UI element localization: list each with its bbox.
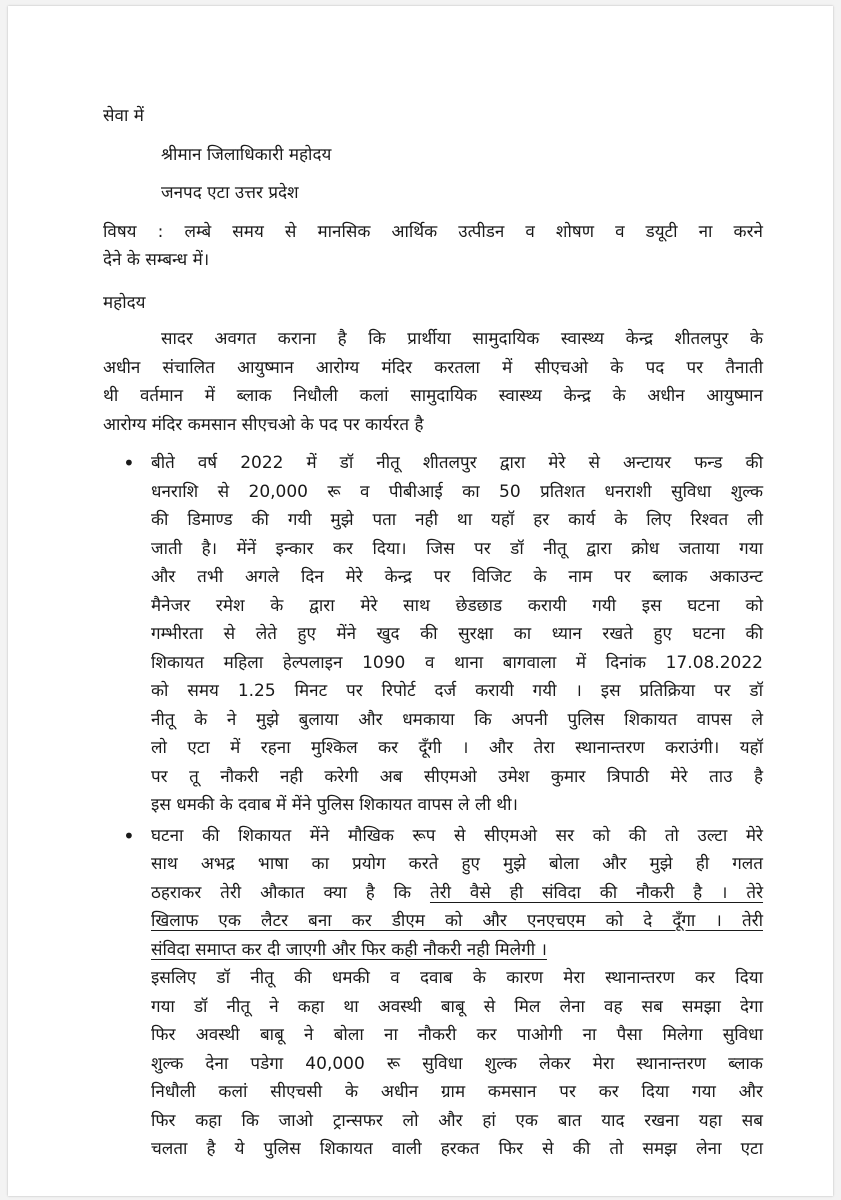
recipient-district: जनपद एटा उत्तर प्रदेश: [161, 183, 299, 203]
bullet-line: फिर अवस्थी बाबू ने बोला ना नौकरी कर पाओगी ना पैसा मिलेगा सुविधा: [151, 1025, 763, 1045]
bullet-line: चलता है ये पुलिस शिकायत वाली हरकत फिर से की तो समझ लेना एटा: [151, 1139, 763, 1159]
bullet-line: इसलिए डॉ नीतू की धमकी व दवाब के कारण मेरा स्थानान्तरण कर दिया: [151, 968, 763, 988]
document-page: [8, 6, 833, 1196]
underlined-quote: तेरी वैसे ही संविदा की नौकरी है । तेरे: [429, 882, 764, 903]
letter-body: [103, 102, 763, 1164]
bullet-line: और तभी अगले दिन मेरे केन्द्र पर विजिट के नाम पर ब्लाक अकाउन्ट: [151, 567, 763, 587]
bullet-line: निधौली कलां सीएचसी के अधीन ग्राम कमसान पर कर दिया गया और: [151, 1082, 763, 1102]
list-item: [151, 822, 763, 1164]
bullet-line: शुल्क देना पडेगा 40,000 रू सुविधा शुल्क लेकर मेरा स्थानान्तरण ब्लाक: [151, 1053, 763, 1074]
bullet-line: लो एटा में रहना मुश्किल कर दूॅंगी । और तेरा स्थानान्तरण कराउंगी। यहॉ: [151, 738, 763, 758]
subject-line: देने के सम्बन्ध में।: [103, 250, 210, 270]
underlined-quote: खिलाफ एक लैटर बना कर डीएम को और एनएचएम को दे दूॅंगा । तेरी: [151, 911, 763, 931]
bullet-line: इस धमकी के दवाब में मेंने पुलिस शिकायत वापस ले ली थी।: [151, 795, 518, 815]
intro-line: अधीन संचालित आयुष्मान आरोग्य मंदिर करतला में सीएचओ के पद पर तैनाती: [103, 357, 763, 378]
bullet-line: की डिमाण्ड की गयी मुझे पता नही था यहॉ हर कार्य के लिए रिश्वत ली: [151, 510, 763, 530]
bullet-line: [151, 879, 763, 908]
recipient-title: श्रीमान जिलाधिकारी महोदय: [161, 144, 332, 165]
intro-line: आरोग्य मंदिर कमसान सीएचओ के पद पर कार्यरत है: [103, 414, 424, 435]
bullet-line: धनराशि से 20,000 रू व पीबीआई का 50 प्रतिशत धनराशी सुविधा शुल्क: [151, 481, 763, 502]
bullet-line: को समय 1.25 मिनट पर रिपोर्ट दर्ज करायी गयी । इस प्रतिक्रिया पर डॉ: [151, 681, 763, 701]
complaint-list: [103, 449, 763, 1164]
salutation: महोदय: [103, 292, 146, 313]
bullet-line: साथ अभद्र भाषा का प्रयोग करते हुए मुझे बोला और मुझे ही गलत: [151, 854, 763, 874]
bullet-line: पर तू नौकरी नही करेगी अब सीएमओ उमेश कुमार त्रिपाठी मेरे ताउ है: [151, 766, 763, 787]
intro-paragraph: [103, 325, 763, 439]
letter-to: सेवा में: [103, 106, 144, 126]
bullet-line: शिकायत महिला हेल्पलाइन 1090 व थाना बागवाला में दिनांक 17.08.2022: [151, 652, 763, 673]
bullet-line: • घटना की शिकायत मेंने मौखिक रूप से सीएमओ सर को की तो उल्टा मेरे: [151, 825, 763, 846]
bullet-line: जाती है। मेंनें इन्कार कर दिया। जिस पर डॉ नीतू द्वारा क्रोध जताया गया: [151, 538, 763, 559]
bullet-line: • बीते वर्ष 2022 में डॉ नीतू शीतलपुर द्वारा मेरे से अन्टायर फन्ड की: [151, 453, 763, 473]
bullet-line: नीतू के ने मुझे बुलाया और धमकाया कि अपनी पुलिस शिकायत वापस ले: [151, 709, 763, 730]
intro-line: थी वर्तमान में ब्लाक निधौली कलां सामुदायिक स्वास्थ्य केन्द्र के अधीन आयुष्मान: [103, 386, 763, 406]
subject: [103, 218, 763, 275]
list-item: [151, 449, 763, 820]
bullet-line: फिर कहा कि जाओ ट्रान्सफर लो और हां एक बात याद रखना यहा सब: [151, 1110, 763, 1131]
subject-line: विषय : लम्बे समय से मानसिक आर्थिक उत्पीडन व शोषण व डयूटी ना करने: [103, 221, 763, 242]
intro-line: सादर अवगत कराना है कि प्रार्थीया सामुदायिक स्वास्थ्य केन्द्र शीतलपुर के: [161, 329, 763, 349]
bullet-line: गया डॉ नीतू ने कहा था अवस्थी बाबू से मिल लेना वह सब समझा देगा: [151, 996, 763, 1017]
bullet-text: ठहराकर तेरी औकात क्या है कि: [151, 882, 412, 903]
underlined-quote: संविदा समाप्त कर दी जाएगी और फिर कही नौकरी नही मिलेगी ।: [151, 939, 547, 960]
bullet-line: गम्भीरता से लेते हुए मेंने खुद की सुरक्षा का ध्यान रखते हुए घटना की: [151, 624, 763, 644]
bullet-line: मैनेजर रमेश के द्वारा मेरे साथ छेडछाड करायी गयी इस घटना को: [151, 595, 763, 616]
